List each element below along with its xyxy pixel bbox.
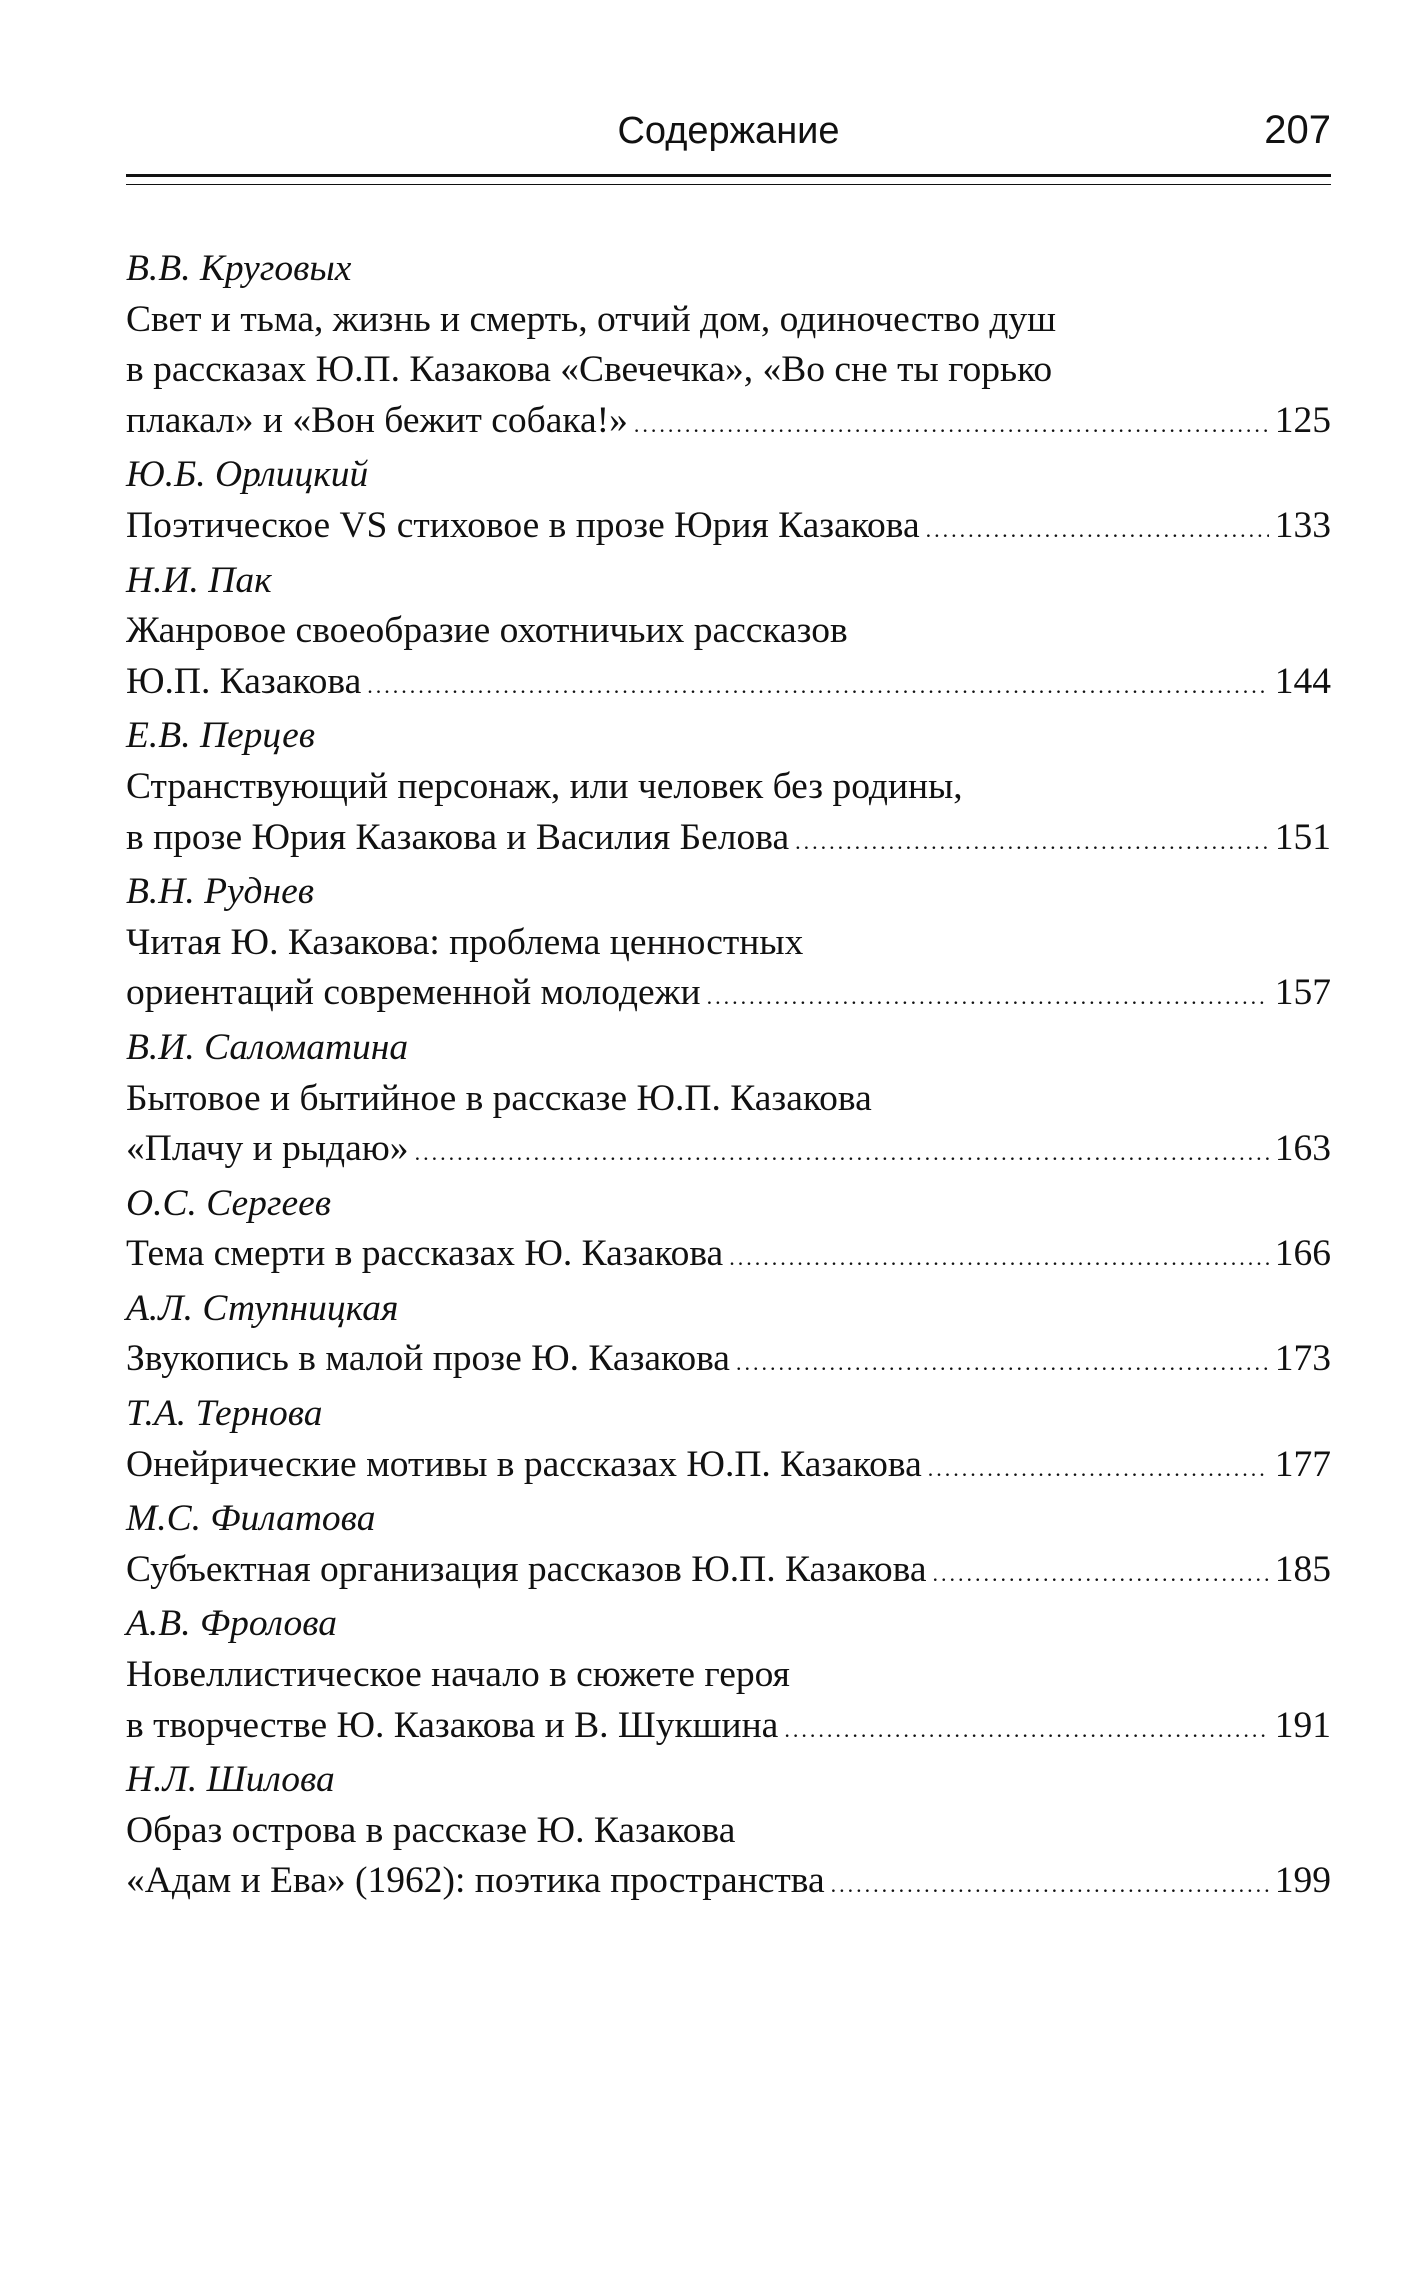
toc-entry-author: М.С. Филатова — [126, 1498, 376, 1540]
toc-entry-page-number: 163 — [1274, 1128, 1331, 1170]
toc-entry-page-number: 125 — [1274, 399, 1331, 441]
toc-entry-author: В.И. Саломатина — [126, 1026, 409, 1068]
toc-entry-page-number: 173 — [1274, 1338, 1331, 1380]
toc-entry-page-number: 166 — [1274, 1233, 1331, 1275]
dot-leader — [933, 1549, 1269, 1600]
toc-entry-title-line: в рассказах Ю.П. Казакова «Свечечка», «Во сне ты горько — [126, 349, 1053, 391]
header-rule-thick — [126, 174, 1331, 177]
dot-leader — [784, 1705, 1268, 1756]
dot-leader — [415, 1128, 1269, 1179]
toc-entry-page-number: 177 — [1274, 1443, 1331, 1485]
toc-entry — [126, 1389, 1331, 1494]
dot-leader — [367, 661, 1268, 712]
table-of-contents — [126, 244, 1331, 1911]
toc-entry-title-last-line — [126, 396, 1331, 451]
toc-entry-title-last-line — [126, 813, 1331, 868]
dot-leader — [736, 1338, 1269, 1389]
toc-entry-page-number: 191 — [1274, 1704, 1331, 1746]
toc-entry-title-last-line — [126, 501, 1331, 556]
dot-leader — [795, 817, 1269, 868]
toc-entry — [126, 556, 1331, 712]
toc-entry-title-text: плакал» и «Вон бежит собака!» — [126, 399, 628, 441]
toc-entry — [126, 711, 1331, 867]
toc-entry-title-text: в творчестве Ю. Казакова и В. Шукшина — [126, 1704, 779, 1746]
dot-leader — [831, 1860, 1269, 1911]
toc-entry-title-text: в прозе Юрия Казакова и Василия Белова — [126, 816, 790, 858]
toc-entry-title-last-line — [126, 1334, 1331, 1389]
dot-leader — [928, 1444, 1269, 1495]
header-rule-thin — [126, 184, 1331, 185]
toc-entry-page-number: 144 — [1274, 660, 1331, 702]
toc-entry — [126, 1179, 1331, 1284]
toc-entry-title-text: Ю.П. Казакова — [126, 660, 362, 702]
toc-entry-author: А.В. Фролова — [126, 1603, 337, 1645]
toc-entry — [126, 450, 1331, 555]
toc-entry-author: А.Л. Ступницкая — [126, 1287, 399, 1329]
toc-entry-title-line: Читая Ю. Казакова: проблема ценностных — [126, 921, 804, 963]
toc-entry-page-number: 133 — [1274, 504, 1331, 546]
dot-leader — [634, 400, 1269, 451]
toc-entry — [126, 1494, 1331, 1599]
header-page-number: 207 — [1264, 108, 1331, 152]
toc-entry-title-last-line — [126, 1440, 1331, 1495]
toc-entry-author: Е.В. Перцев — [126, 715, 316, 757]
toc-entry-title-text: ориентаций современной молодежи — [126, 972, 701, 1014]
toc-entry-title-last-line — [126, 657, 1331, 712]
toc-entry-title-last-line — [126, 1229, 1331, 1284]
toc-entry-title-last-line — [126, 968, 1331, 1023]
toc-entry-author: Н.И. Пак — [126, 559, 272, 601]
header-title: Содержание — [617, 110, 840, 152]
toc-entry-title-line: Странствующий персонаж, или человек без родины, — [126, 765, 963, 807]
toc-entry-title-line: Новеллистическое начало в сюжете героя — [126, 1654, 790, 1696]
toc-entry-page-number: 157 — [1274, 972, 1331, 1014]
toc-entry — [126, 867, 1331, 1023]
toc-entry-author: Н.Л. Шилова — [126, 1759, 335, 1801]
toc-entry — [126, 1755, 1331, 1911]
toc-entry-title-text: «Плачу и рыдаю» — [126, 1128, 409, 1170]
dot-leader — [707, 972, 1269, 1023]
toc-entry-title-last-line — [126, 1701, 1331, 1756]
toc-entry-title-line: Бытовое и бытийное в рассказе Ю.П. Казакова — [126, 1077, 872, 1119]
dot-leader — [926, 505, 1269, 556]
toc-entry-author: В.Н. Руднев — [126, 871, 315, 913]
toc-entry-page-number: 199 — [1274, 1860, 1331, 1902]
toc-entry-title-text: Онейрические мотивы в рассказах Ю.П. Казакова — [126, 1443, 922, 1485]
toc-entry-title-text: Поэтическое VS стиховое в прозе Юрия Казакова — [126, 504, 920, 546]
toc-entry — [126, 244, 1331, 450]
toc-entry — [126, 1284, 1331, 1389]
toc-entry-author: О.С. Сергеев — [126, 1182, 332, 1224]
toc-entry — [126, 1023, 1331, 1179]
toc-entry-title-last-line — [126, 1545, 1331, 1600]
toc-entry-title-text: «Адам и Ева» (1962): поэтика пространства — [126, 1860, 825, 1902]
toc-entry-author: Т.А. Тернова — [126, 1393, 323, 1435]
toc-entry-title-text: Тема смерти в рассказах Ю. Казакова — [126, 1233, 724, 1275]
toc-entry-title-line: Образ острова в рассказе Ю. Казакова — [126, 1809, 736, 1851]
toc-entry — [126, 1599, 1331, 1755]
dot-leader — [729, 1233, 1269, 1284]
toc-entry-author: Ю.Б. Орлицкий — [126, 454, 369, 496]
toc-entry-author: В.В. Круговых — [126, 248, 352, 289]
toc-entry-title-text: Субъектная организация рассказов Ю.П. Казакова — [126, 1548, 927, 1590]
toc-entry-title-line: Свет и тьма, жизнь и смерть, отчий дом, одиночество душ — [126, 298, 1057, 340]
toc-entry-title-last-line — [126, 1124, 1331, 1179]
toc-entry-page-number: 185 — [1274, 1548, 1331, 1590]
running-header — [126, 104, 1331, 164]
toc-entry-title-text: Звукопись в малой прозе Ю. Казакова — [126, 1338, 730, 1380]
toc-entry-title-line: Жанровое своеобразие охотничьих рассказов — [126, 610, 848, 652]
toc-entry-page-number: 151 — [1274, 816, 1331, 858]
toc-entry-title-last-line — [126, 1856, 1331, 1911]
